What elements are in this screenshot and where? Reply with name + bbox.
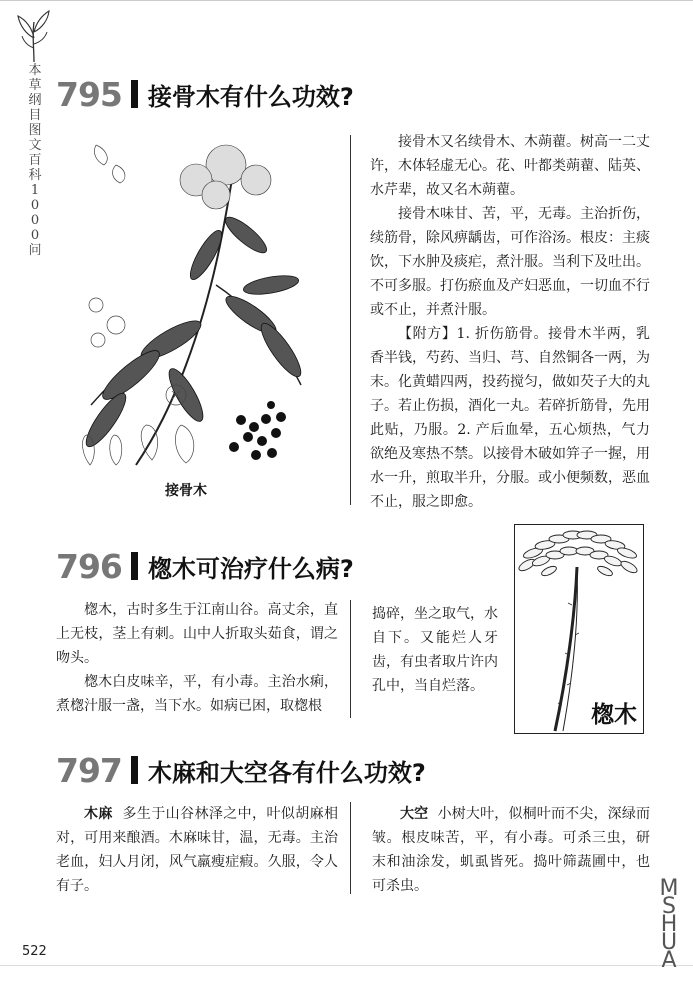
paragraph: 楤木白皮味辛，平，有小毒。主治水痢，煮楤汁服一盏，当下水。如病已困，取楤根: [56, 674, 338, 714]
term-description: 多生于山谷林泽之中，叶似胡麻相对，可用来酿酒。木麻味甘，温，无毒。主治老血，妇人月闭，风气羸瘦症瘕。久服，令人有子。: [56, 806, 339, 894]
heading-795: [56, 74, 354, 114]
paragraph: [372, 802, 650, 898]
paragraph: 接骨木又名续骨木、木蒴藋。树高一二丈许，木体轻虚无心。花、叶都类蒴藋、陆英、水芹辈，故又名木蒴藋。: [370, 134, 650, 198]
figure-caption: 楤木: [591, 702, 637, 728]
heading-797: [56, 750, 426, 790]
paragraph: 接骨木味甘、苦，平，无毒。主治折伤，续筋骨，除风痹龋齿，可作浴汤。根皮：主痰饮，下水肿及痰疟，煮汁服。当利下及吐出。不可多服。打伤瘀血及产妇恶血，一切血不行或不止，并煮汁服。: [370, 206, 650, 318]
column-divider: [350, 600, 351, 718]
elder-plant-illustration: [76, 135, 316, 475]
heading-bar: [131, 80, 138, 108]
question-title: 接骨木有什么功效?: [147, 82, 354, 111]
answer-797-left: [56, 802, 338, 898]
paragraph: 捣碎，坐之取气，水自下。又能烂人牙齿，有虫者取片许内孔中，当自烂落。: [372, 606, 498, 694]
question-number: 795: [56, 74, 122, 114]
heading-bar: [131, 756, 138, 784]
question-number: 796: [56, 546, 122, 586]
answer-795: [370, 130, 650, 514]
figure-caption: 接骨木: [165, 483, 207, 499]
watermark: MSHUA: [659, 876, 679, 973]
answer-796-right: [372, 602, 498, 698]
question-number: 797: [56, 750, 122, 790]
top-rule: [0, 0, 693, 1]
term-label: 木麻: [84, 806, 113, 822]
page-number: 522: [22, 944, 47, 959]
side-book-title: 本草纲目图文百科1000问: [28, 63, 42, 258]
answer-797-right: [372, 802, 650, 898]
paragraph: 楤木，古时多生于江南山谷。高丈余，直上无枝，茎上有刺。山中人折取头茹食，谓之吻头。: [56, 602, 338, 666]
aralia-tree-figure: [514, 524, 644, 734]
paragraph: [56, 802, 338, 898]
bottom-rule: [0, 965, 693, 966]
paragraph: 【附方】1. 折伤筋骨。接骨木半两，乳香半钱，芍药、当归、芎、自然铜各一两，为末。化黄蜡四两，投药搅匀，做如芡子大的丸子。若止伤损，酒化一丸。若碎折筋骨，先用此贴，乃服。2. 产后血晕，五心烦热，气力欲绝及寒热不禁。以接骨木破如笄子一握，用水一升，煎取半升，分服。或小便频数，恶血不止，服之即愈。: [370, 326, 650, 510]
term-label: 大空: [400, 806, 429, 822]
term-description: 小树大叶，似桐叶而不尖，深绿而皱。根皮味苦，平，有小毒。可杀三虫，研末和油涂发，虮虱皆死。捣叶筛蔬圃中，也可杀虫。: [372, 806, 650, 894]
plant-logo-icon: [14, 8, 54, 64]
question-title: 楤木可治疗什么病?: [147, 554, 354, 583]
question-title: 木麻和大空各有什么功效?: [147, 758, 426, 787]
column-divider: [350, 802, 351, 894]
heading-bar: [131, 552, 138, 580]
heading-796: [56, 546, 354, 586]
column-divider: [350, 135, 351, 505]
answer-796-left: [56, 598, 338, 718]
